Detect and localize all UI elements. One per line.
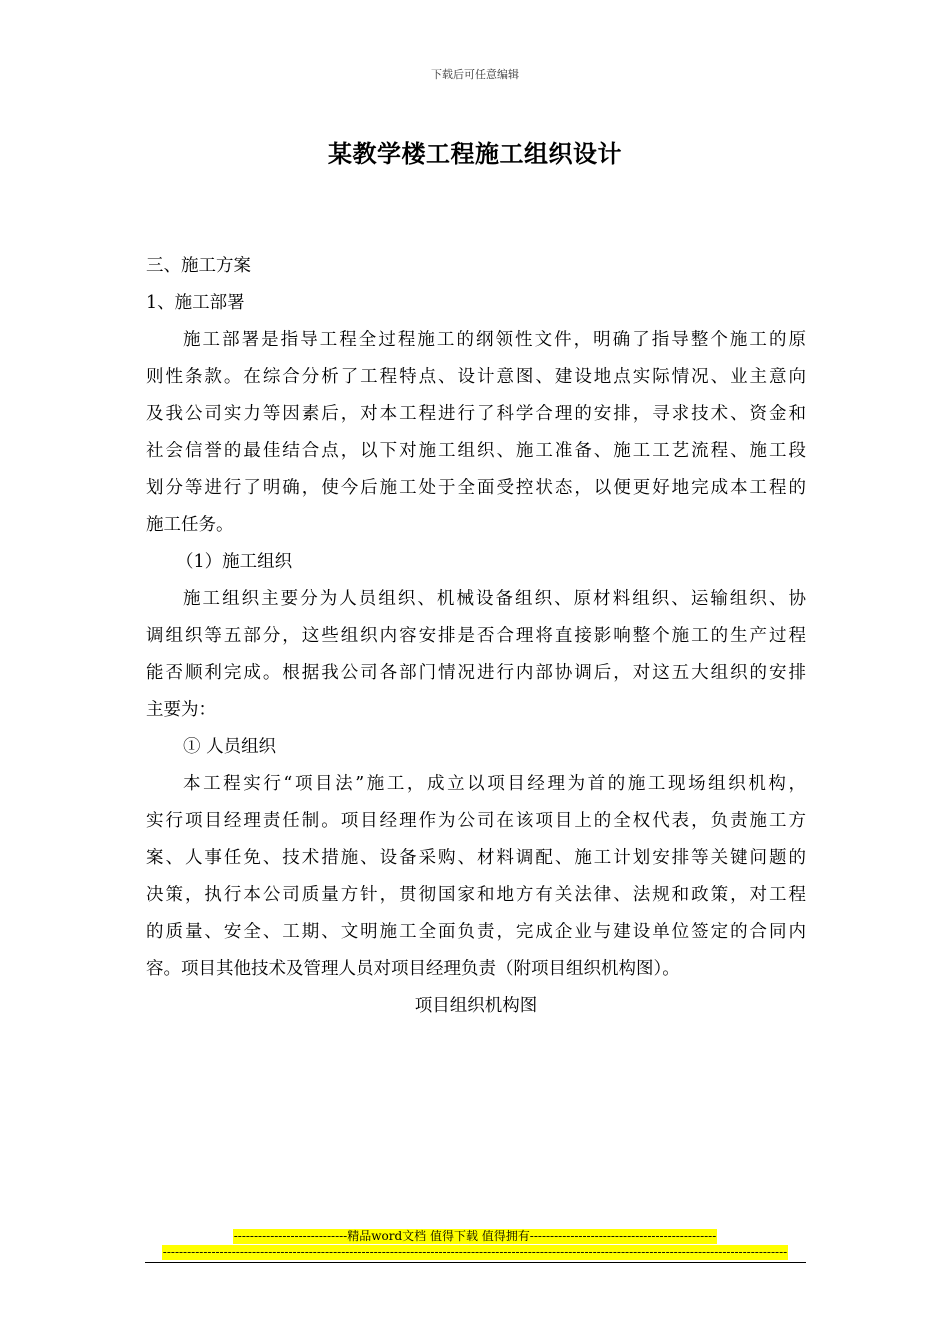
paragraph-line: 施工部署是指导工程全过程施工的纲领性文件，明确了指导整个施工的原 <box>183 330 806 350</box>
footer-banner-text: ----------------------------精品word文档 值得下载 值得拥有---------------------------------------------- <box>233 1229 717 1243</box>
paragraph-line: 则性条款。在综合分析了工程特点、设计意图、建设地点实际情况、业主意向 <box>146 367 806 387</box>
footer-banner-line-1 <box>0 1229 950 1244</box>
paragraph-line: 划分等进行了明确，使今后施工处于全面受控状态，以便更好地完成本工程的 <box>146 478 806 498</box>
paragraph-line: 调组织等五部分，这些组织内容安排是否合理将直接影响整个施工的生产过程 <box>146 626 806 646</box>
document-body <box>146 248 806 1025</box>
paragraph-line: 施工组织主要分为人员组织、机械设备组织、原材料组织、运输组织、协 <box>183 589 806 609</box>
footer-banner-line-2 <box>0 1245 950 1260</box>
paragraph-line: 的质量、安全、工期、文明施工全面负责，完成企业与建设单位签定的合同内 <box>146 922 806 942</box>
item-heading-personnel-org: ① 人员组织 <box>183 737 277 757</box>
header-note: 下载后可任意编辑 <box>431 68 519 81</box>
paragraph-deployment <box>146 322 806 544</box>
subsection-heading: 1、施工部署 <box>146 293 245 313</box>
footer-rule <box>145 1262 806 1263</box>
paragraph-line: 容。项目其他技术及管理人员对项目经理负责（附项目组织机构图）。 <box>146 959 680 979</box>
paragraph-line: 施工任务。 <box>146 515 234 535</box>
footer-banner-text: ---------------------------------------------------------------------------------------------------------------------------------------------------------- <box>162 1245 788 1259</box>
paragraph-line: 及我公司实力等因素后，对本工程进行了科学合理的安排，寻求技术、资金和 <box>146 404 806 424</box>
paragraph-line: 实行项目经理责任制。项目经理作为公司在该项目上的全权代表，负责施工方 <box>146 811 806 831</box>
paragraph-personnel <box>146 766 806 988</box>
paragraph-line: 主要为： <box>146 700 216 720</box>
section-heading: 三、施工方案 <box>146 256 251 276</box>
item-heading-construction-org: （1）施工组织 <box>176 552 293 572</box>
paragraph-line: 本工程实行“项目法”施工，成立以项目经理为首的施工现场组织机构， <box>183 774 806 794</box>
paragraph-line: 决策，执行本公司质量方针，贯彻国家和地方有关法律、法规和政策，对工程 <box>146 885 806 905</box>
document-title: 某教学楼工程施工组织设计 <box>328 139 622 168</box>
paragraph-organization <box>146 581 806 729</box>
paragraph-line: 社会信誉的最佳结合点，以下对施工组织、施工准备、施工工艺流程、施工段 <box>146 441 806 461</box>
figure-caption: 项目组织机构图 <box>414 996 538 1016</box>
paragraph-line: 案、人事任免、技术措施、设备采购、材料调配、施工计划安排等关键问题的 <box>146 848 806 868</box>
paragraph-line: 能否顺利完成。根据我公司各部门情况进行内部协调后，对这五大组织的安排 <box>146 663 806 683</box>
